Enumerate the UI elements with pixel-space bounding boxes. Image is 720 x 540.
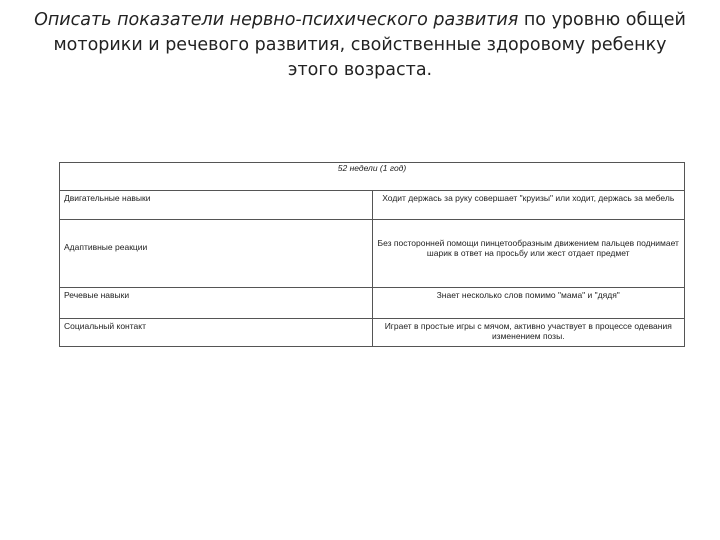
row-value: Ходит держась за руку совершает "круизы" или ходит, держась за мебель	[372, 191, 685, 220]
development-table	[59, 162, 685, 347]
table-row	[60, 220, 685, 288]
table-row	[60, 319, 685, 347]
heading-italic: Описать показатели нервно-психического развития	[34, 10, 519, 30]
row-value: Знает несколько слов помимо "мама" и "дядя"	[372, 288, 685, 319]
row-value: Без посторонней помощи пинцетообразным движением пальцев поднимает шарик в ответ на просьбу или жест отдает предмет	[372, 220, 685, 288]
table-row	[60, 288, 685, 319]
row-label: Социальный контакт	[60, 319, 373, 347]
row-value: Играет в простые игры с мячом, активно участвует в процессе одевания изменением позы.	[372, 319, 685, 347]
heading-text: по уровню общей моторики и речевого развития, свойственные здоровому ребенку этого возраста.	[53, 10, 686, 80]
row-label: Двигательные навыки	[60, 191, 373, 220]
table-header: 52 недели (1 год)	[60, 163, 685, 191]
page-heading	[30, 8, 690, 83]
table-header-row	[60, 163, 685, 191]
row-label: Адаптивные реакции	[60, 220, 373, 288]
row-label: Речевые навыки	[60, 288, 373, 319]
table-row	[60, 191, 685, 220]
